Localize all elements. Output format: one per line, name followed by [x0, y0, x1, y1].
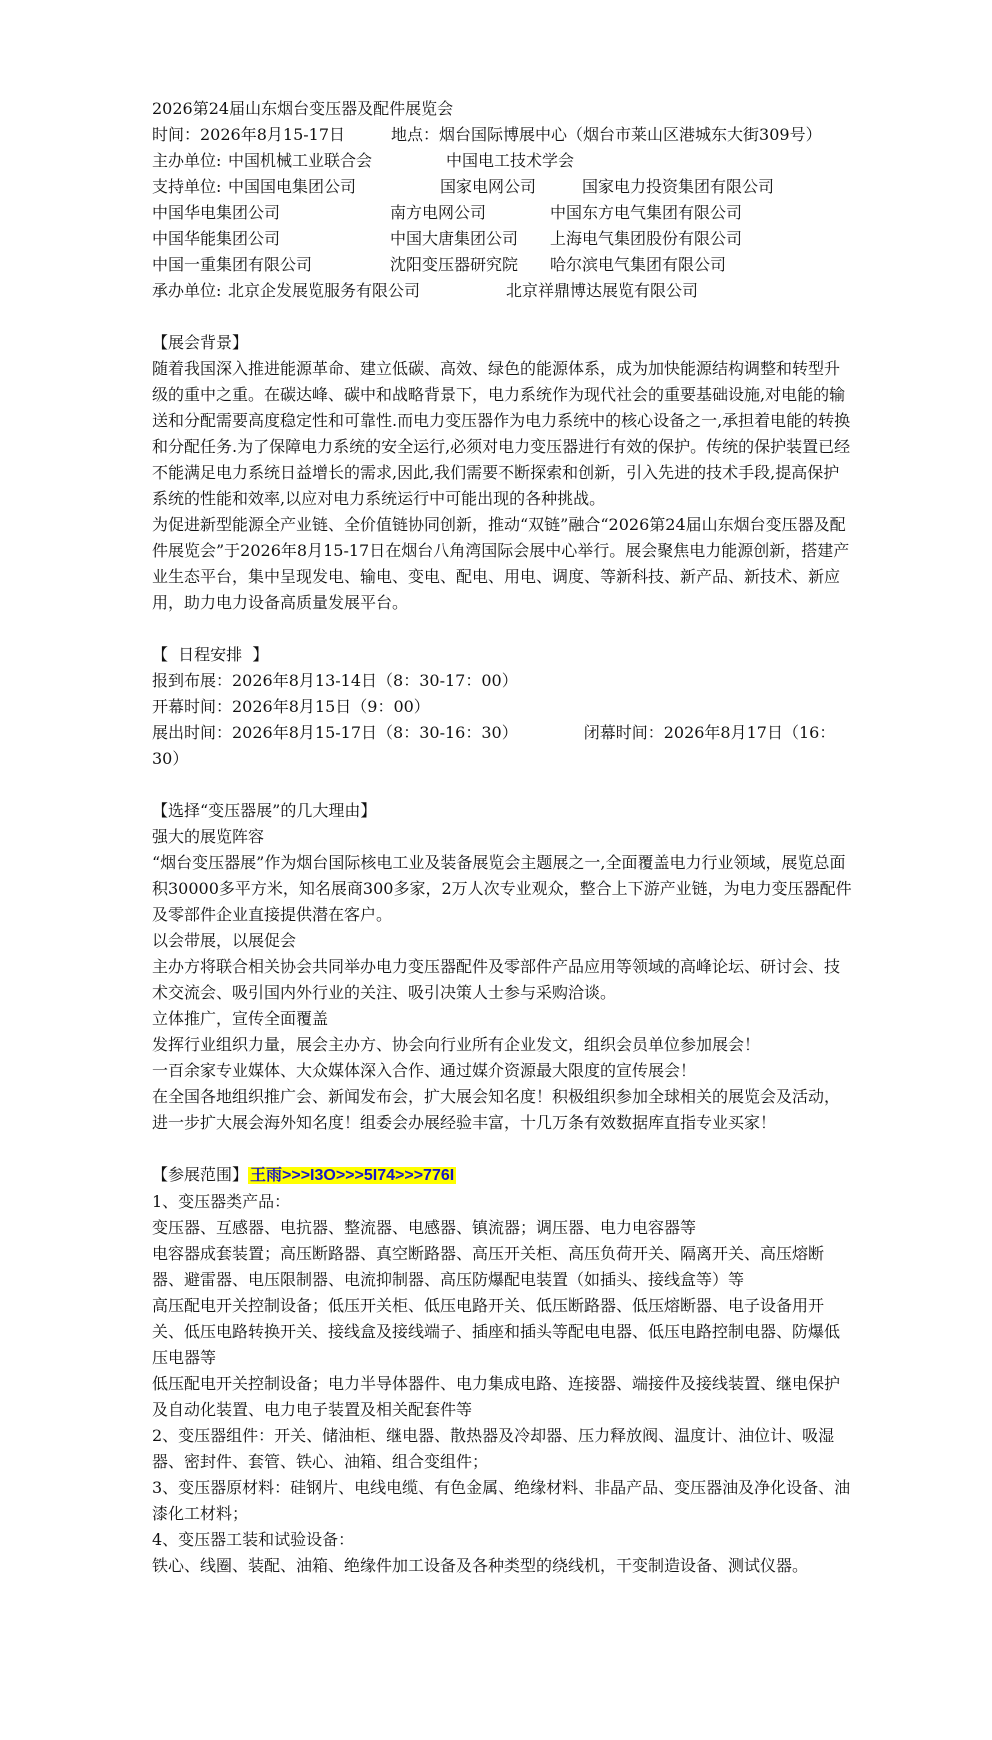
- support-org: 中国华电集团公司: [152, 203, 281, 222]
- schedule-line: [152, 720, 852, 772]
- reason-title: 立体推广，宣传全面覆盖: [152, 1009, 329, 1028]
- reason-paragraph: 一百余家专业媒体、大众媒体深入合作、通过媒介资源最大限度的宣传展会！: [152, 1061, 697, 1080]
- scope-group-title: 4、变压器工装和试验设备：: [152, 1530, 355, 1549]
- host-org: 中国电工技术学会: [446, 151, 575, 170]
- scope-heading: 【参展范围】: [152, 1165, 249, 1184]
- host-org: 中国机械工业联合会: [228, 151, 373, 170]
- closing-time: 闭幕时间：2026年8月17日（16：30）: [152, 723, 836, 768]
- background-paragraph: 随着我国深入推进能源革命、建立低碳、高效、绿色的能源体系，成为加快能源结构调整和转型升级的重中之重。在碳达峰、碳中和战略背景下，电力系统作为现代社会的重要基础设施,对电能的输送和分配需要高度稳定性和可靠性.而电力变压器作为电力系统中的核心设备之一,承担着电能的转换和分配任务.为了保障电力系统的安全运行,必须对电力变压器进行有效的保护。传统的保护装置已经不能满足电力系统日益增长的需求,因此,我们需要不断探索和创新，引入先进的技术手段,提高保护系统的性能和效率,以应对电力系统运行中可能出现的各种挑战。: [152, 359, 851, 508]
- background-heading: 【展会背景】: [152, 333, 249, 352]
- support-org: 中国一重集团有限公司: [152, 255, 313, 274]
- scope-paragraph: 2、变压器组件：开关、储油柜、继电器、散热器及冷却器、压力释放阀、温度计、油位计、吸湿器、密封件、套管、铁心、油箱、组合变组件；: [152, 1426, 835, 1471]
- reason-title: 以会带展，以展促会: [152, 931, 297, 950]
- reason-paragraph: 发挥行业组织力量，展会主办方、协会向行业所有企业发文，组织会员单位参加展会！: [152, 1035, 761, 1054]
- host-label: 主办单位:: [152, 151, 222, 170]
- support-org: 哈尔滨电气集团有限公司: [550, 255, 727, 274]
- scope-group: [152, 1423, 852, 1475]
- organizer-row: [152, 278, 852, 304]
- reason-title: 强大的展览阵容: [152, 827, 265, 846]
- schedule-line: [152, 668, 852, 720]
- support-org: 国家电力投资集团有限公司: [582, 177, 775, 196]
- organizer-label: 承办单位:: [152, 281, 222, 300]
- setup-time: 报到布展：2026年8月13-14日（8：30-17：00）: [152, 671, 518, 690]
- exhibit-time: 展出时间：2026年8月15-17日（8：30-16：30）: [152, 723, 518, 742]
- support-org: 中国东方电气集团有限公司: [550, 203, 743, 222]
- support-org: 中国华能集团公司: [152, 229, 281, 248]
- scope-paragraph: 低压配电开关控制设备；电力半导体器件、电力集成电路、连接器、端接件及接线装置、继电保护及自动化装置、电力电子装置及相关配套件等: [152, 1374, 841, 1419]
- scope-paragraph: 电容器成套装置；高压断路器、真空断路器、高压开关柜、高压负荷开关、隔离开关、高压熔断器、避雷器、电压限制器、电流抑制器、高压防爆配电装置（如插头、接线盒等）等: [152, 1244, 825, 1289]
- scope-heading-line: [152, 1162, 852, 1189]
- scope-group: [152, 1527, 852, 1579]
- reason-paragraph: “烟台变压器展”作为烟台国际核电工业及装备展览会主题展之一,全面覆盖电力行业领域，展览总面积30000多平方米，知名展商300多家，2万人次专业观众，整合上下游产业链，为电力变压器配件及零部件企业直接提供潜在客户。: [152, 853, 852, 924]
- contact-highlight: 王雨>>>I3O>>>5I74>>>776I: [250, 1167, 455, 1184]
- reason-item: [152, 824, 852, 928]
- support-label: 支持单位:: [152, 177, 222, 196]
- support-org: 国家电网公司: [440, 177, 537, 196]
- support-org: 上海电气集团股份有限公司: [550, 229, 743, 248]
- scope-group: [152, 1189, 852, 1423]
- support-org: 中国国电集团公司: [228, 177, 357, 196]
- scope-paragraph: 铁心、线圈、装配、油箱、绝缘件加工设备及各种类型的绕线机，干变制造设备、测试仪器。: [152, 1556, 809, 1575]
- organizer-org: 北京企发展览服务有限公司: [228, 281, 421, 300]
- reasons-heading: 【选择“变压器展”的几大理由】: [152, 801, 377, 820]
- support-row: [152, 174, 852, 200]
- scope-paragraph: 变压器、互感器、电抗器、整流器、电感器、镇流器；调压器、电力电容器等: [152, 1218, 697, 1237]
- exhibition-document: [152, 96, 852, 1579]
- scope-group-title: 1、变压器类产品：: [152, 1192, 291, 1211]
- scope-paragraph: 高压配电开关控制设备；低压开关柜、低压电路开关、低压断路器、低压熔断器、电子设备用开关、低压电路转换开关、接线盒及接线端子、插座和插头等配电电器、低压电路控制电器、防爆低压电器等: [152, 1296, 841, 1367]
- reason-item: [152, 928, 852, 1006]
- support-org: 中国大唐集团公司: [390, 229, 519, 248]
- reason-paragraph: 主办方将联合相关协会共同举办电力变压器配件及零部件产品应用等领域的高峰论坛、研讨会、技术交流会、吸引国内外行业的关注、吸引决策人士参与采购洽谈。: [152, 957, 841, 1002]
- reason-item: [152, 1006, 852, 1136]
- background-paragraph: 为促进新型能源全产业链、全价值链协同创新，推动“双链”融合“2026第24届山东烟台变压器及配件展览会”于2026年8月15-17日在烟台八角湾国际会展中心举行。展会聚焦电力能源创新，搭建产业生态平台，集中呈现发电、输电、变电、配电、用电、调度、等新科技、新产品、新技术、新应用，助力电力设备高质量发展平台。: [152, 515, 850, 612]
- schedule-heading: 【 日程安排 】: [152, 645, 269, 664]
- document-title: 2026第24届山东烟台变压器及配件展览会: [152, 99, 454, 118]
- support-org: 沈阳变压器研究院: [390, 255, 519, 274]
- host-row: [152, 148, 852, 174]
- support-org: 南方电网公司: [390, 203, 487, 222]
- support-row: [152, 252, 852, 278]
- support-row: [152, 226, 852, 252]
- time-label: 时间：2026年8月15-17日: [152, 125, 346, 144]
- time-location-line: [152, 122, 852, 148]
- location-label: 地点：烟台国际博展中心（烟台市莱山区港城东大街309号）: [391, 125, 822, 144]
- support-row: [152, 200, 852, 226]
- scope-group: [152, 1475, 852, 1527]
- opening-time: 开幕时间：2026年8月15日（9：00）: [152, 697, 430, 716]
- organizer-org: 北京祥鼎博达展览有限公司: [506, 281, 699, 300]
- scope-paragraph: 3、变压器原材料：硅钢片、电线电缆、有色金属、绝缘材料、非晶产品、变压器油及净化设备、油漆化工材料；: [152, 1478, 851, 1523]
- reason-paragraph: 在全国各地组织推广会、新闻发布会，扩大展会知名度！积极组织参加全球相关的展览会及活动，进一步扩大展会海外知名度！组委会办展经验丰富，十几万条有效数据库直指专业买家！: [152, 1087, 841, 1132]
